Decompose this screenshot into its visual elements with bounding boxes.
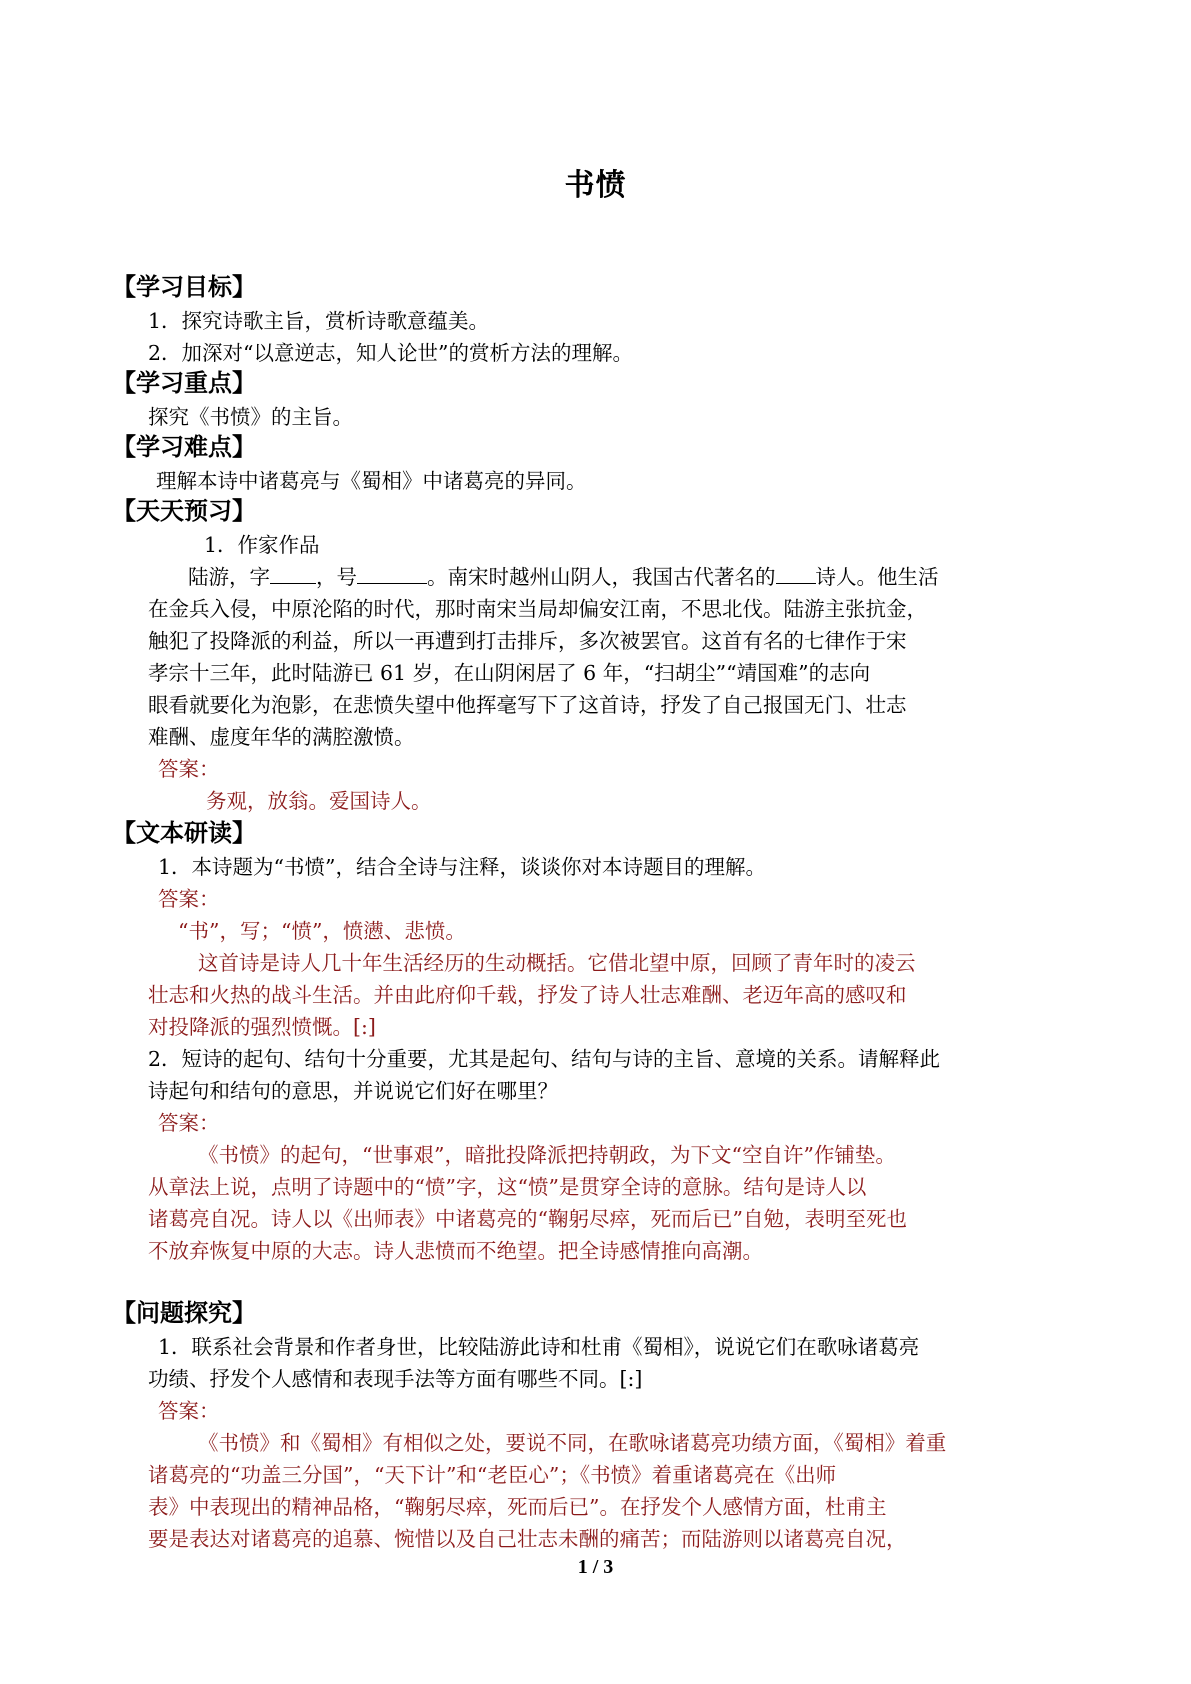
blank-poet-type xyxy=(776,565,816,584)
difficulty-text: 理解本诗中诸葛亮与《蜀相》中诸葛亮的异同。 xyxy=(156,469,587,493)
answer-label: 答案： xyxy=(158,887,220,911)
page-number: 1 / 3 xyxy=(577,1556,614,1578)
preview-subheading: 1．作家作品 xyxy=(204,533,320,557)
preview-fill-line xyxy=(188,562,939,592)
heading-keypoint: 【学习重点】 xyxy=(112,369,256,397)
question-text: 诗起句和结句的意思，并说说它们好在哪里？ xyxy=(148,1079,558,1103)
answer-label: 答案： xyxy=(158,1399,220,1423)
answer-line: 这首诗是诗人几十年生活经历的生动概括。它借北望中原，回顾了青年时的凌云 xyxy=(198,951,916,975)
answer-line: “书”，写；“愤”，愤懑、悲愤。 xyxy=(178,919,466,943)
goal-item: 1．探究诗歌主旨，赏析诗歌意蕴美。 xyxy=(148,309,490,333)
preview-text: 陆游，字 xyxy=(188,565,270,589)
answer-line: 壮志和火热的战斗生活。并由此府仰千载，抒发了诗人壮志难酬、老迈年高的感叹和 xyxy=(148,983,907,1007)
preview-text: ，号 xyxy=(316,565,357,589)
answer-text: 务观，放翁。爱国诗人。 xyxy=(206,789,432,813)
preview-line: 在金兵入侵，中原沦陷的时代，那时南宋当局却偏安江南，不思北伐。陆游主张抗金， xyxy=(148,597,927,621)
question-text: 1．本诗题为“书愤”，结合全诗与注释，谈谈你对本诗题目的理解。 xyxy=(158,855,767,879)
preview-text: 。南宋时越州山阴人，我国古代著名的 xyxy=(427,565,776,589)
answer-line: 诸葛亮自况。诗人以《出师表》中诸葛亮的“鞠躬尽瘁，死而后已”自勉，表明至死也 xyxy=(148,1207,907,1231)
answer-label: 答案： xyxy=(158,1111,220,1135)
heading-difficulty: 【学习难点】 xyxy=(112,433,256,461)
blank-courtesy-name xyxy=(270,565,316,584)
goal-item: 2．加深对“以意逆志，知人论世”的赏析方法的理解。 xyxy=(148,341,634,365)
answer-line: 要是表达对诸葛亮的追慕、惋惜以及自己壮志未酬的痛苦；而陆游则以诸葛亮自况， xyxy=(148,1527,907,1551)
keypoint-text: 探究《书愤》的主旨。 xyxy=(148,405,353,429)
answer-line: 诸葛亮的“功盖三分国”，“天下计”和“老臣心”；《书愤》着重诸葛亮在《出师 xyxy=(148,1463,837,1487)
question-text: 1．联系社会背景和作者身世，比较陆游此诗和杜甫《蜀相》，说说它们在歌咏诸葛亮 xyxy=(158,1335,920,1359)
answer-label: 答案： xyxy=(158,757,220,781)
preview-line: 孝宗十三年，此时陆游已 61 岁，在山阴闲居了 6 年，“扫胡尘”“靖国难”的志向 xyxy=(148,661,871,685)
question-text: 2．短诗的起句、结句十分重要，尤其是起句、结句与诗的主旨、意境的关系。请解释此 xyxy=(148,1047,941,1071)
question-text: 功绩、抒发个人感情和表现手法等方面有哪些不同。[:] xyxy=(148,1367,643,1391)
heading-reading: 【文本研读】 xyxy=(112,819,256,847)
preview-line: 触犯了投降派的利益，所以一再遭到打击排斥，多次被罢官。这首有名的七律作于宋 xyxy=(148,629,907,653)
preview-line: 眼看就要化为泡影，在悲愤失望中他挥毫写下了这首诗，抒发了自己报国无门、壮志 xyxy=(148,693,907,717)
answer-line: 从章法上说，点明了诗题中的“愤”字，这“愤”是贯穿全诗的意脉。结句是诗人以 xyxy=(148,1175,867,1199)
blank-pen-name xyxy=(357,565,427,584)
answer-line: 《书愤》的起句，“世事艰”，暗批投降派把持朝政，为下文“空自许”作铺垫。 xyxy=(198,1143,896,1167)
answer-line: 不放弃恢复中原的大志。诗人悲愤而不绝望。把全诗感情推向高潮。 xyxy=(148,1239,763,1263)
preview-text: 诗人。他生活 xyxy=(815,565,939,589)
document-title: 书愤 xyxy=(564,168,627,203)
answer-line: 对投降派的强烈愤慨。[:] xyxy=(148,1015,376,1039)
heading-goals: 【学习目标】 xyxy=(112,273,256,301)
answer-line: 表》中表现出的精神品格，“鞠躬尽瘁，死而后已”。在抒发个人感情方面，杜甫主 xyxy=(148,1495,887,1519)
heading-inquiry: 【问题探究】 xyxy=(112,1299,256,1327)
preview-line: 难酬、虚度年华的满腔激愤。 xyxy=(148,725,415,749)
heading-preview: 【天天预习】 xyxy=(112,497,256,525)
answer-line: 《书愤》和《蜀相》有相似之处，要说不同，在歌咏诸葛亮功绩方面，《蜀相》着重 xyxy=(198,1431,947,1455)
